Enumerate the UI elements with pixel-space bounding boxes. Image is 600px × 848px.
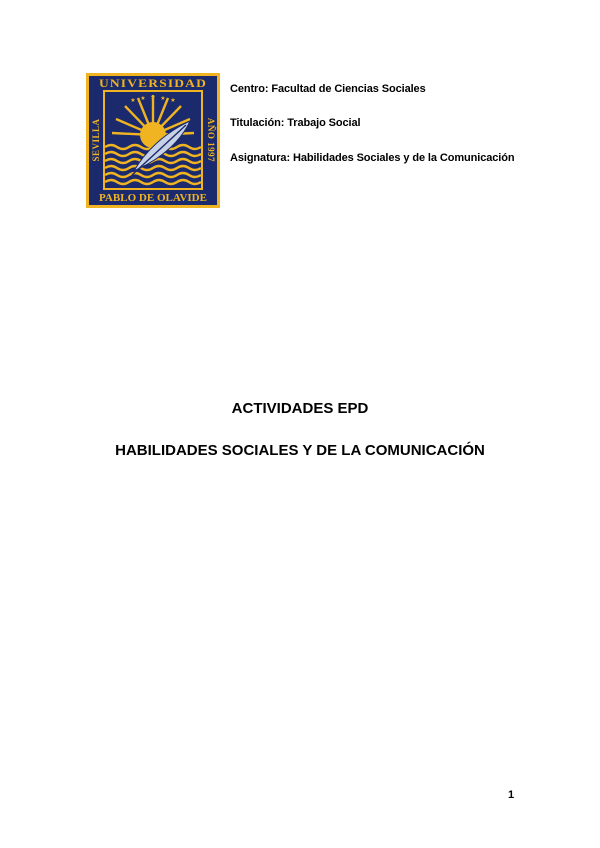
svg-text:★: ★ bbox=[150, 94, 156, 101]
page-number: 1 bbox=[508, 789, 515, 801]
header-asignatura: Asignatura: Habilidades Sociales y de la Comunicación bbox=[230, 152, 515, 164]
logo-top-text: UNIVERSIDAD bbox=[99, 78, 207, 90]
document-subtitle: HABILIDADES SOCIALES Y DE LA COMUNICACIÓN bbox=[115, 442, 485, 459]
svg-text:★: ★ bbox=[160, 95, 166, 102]
logo-left-text: SEVILLA bbox=[91, 118, 101, 162]
logo-right-text: AÑO 1997 bbox=[206, 117, 216, 163]
svg-text:★: ★ bbox=[170, 97, 176, 104]
svg-text:★: ★ bbox=[140, 95, 146, 102]
university-logo bbox=[86, 73, 220, 208]
header-titulacion: Titulación: Trabajo Social bbox=[230, 117, 361, 129]
document-title: ACTIVIDADES EPD bbox=[231, 400, 369, 417]
header-centro: Centro: Facultad de Ciencias Sociales bbox=[230, 83, 426, 95]
logo-bottom-text: PABLO DE OLAVIDE bbox=[99, 193, 208, 204]
svg-text:★: ★ bbox=[130, 97, 136, 104]
